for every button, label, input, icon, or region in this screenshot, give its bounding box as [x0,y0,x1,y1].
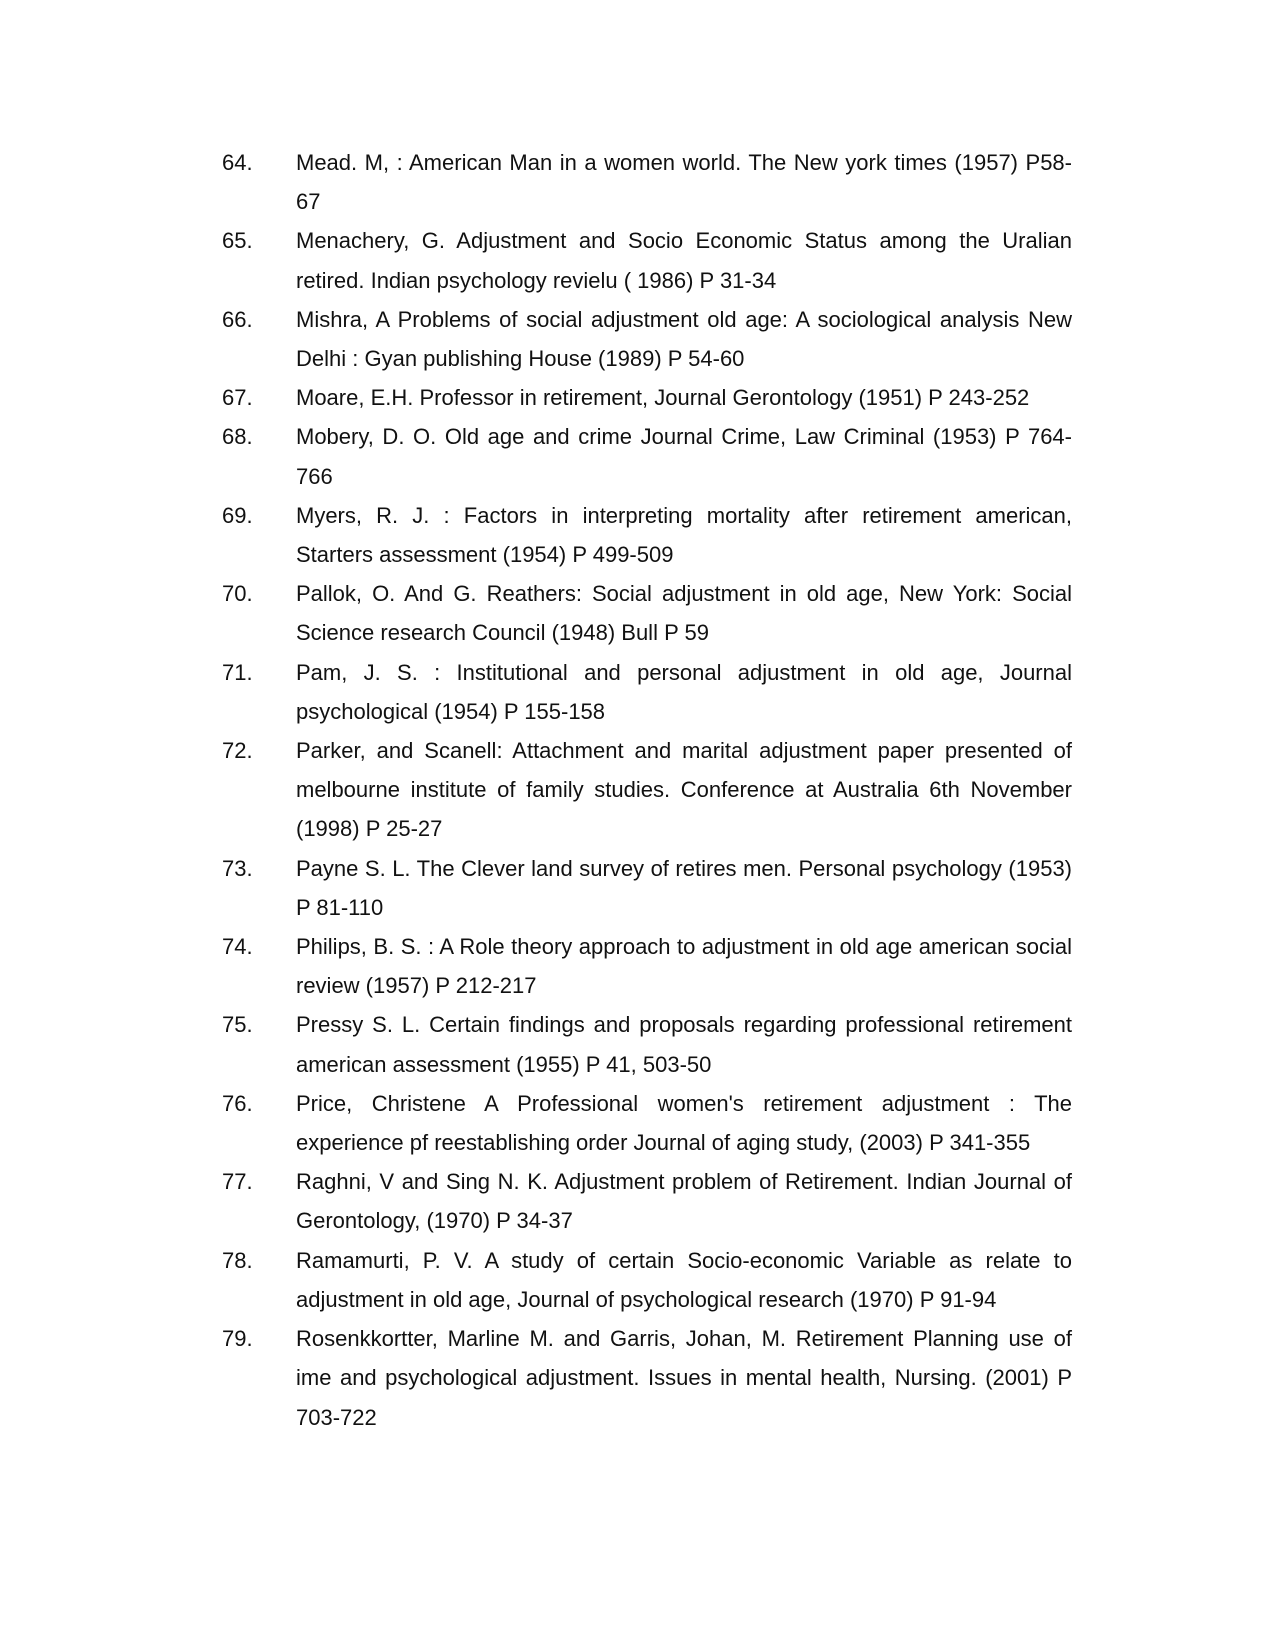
reference-number: 70. [222,581,253,607]
reference-list [222,143,1072,1437]
reference-text: Mishra, A Problems of social adjustment old age: A sociological analysis New Delhi : Gyan publishing House (1989) P 54-60 [296,306,1072,372]
reference-text: Pallok, O. And G. Reathers: Social adjustment in old age, New York: Social Science research Council (1948) Bull P 59 [296,581,1072,646]
reference-text: Ramamurti, P. V. A study of certain Socio-economic Variable as relate to adjustment in old age, Journal of psychological research (1970) P 91-94 [296,1247,1072,1312]
reference-text: Rosenkkortter, Marline M. and Garris, Johan, M. Retirement Planning use of ime and psychological adjustment. Issues in mental health, Nursing. (2001) P 703-722 [296,1326,1072,1430]
reference-item [222,1084,1072,1162]
reference-item [222,143,1072,221]
reference-item [222,417,1072,495]
reference-item [222,496,1072,574]
reference-number: 74. [222,934,253,960]
reference-number: 76. [222,1090,253,1116]
reference-number: 78. [222,1247,253,1273]
reference-text: Payne S. L. The Clever land survey of retires men. Personal psychology (1953) P 81-110 [296,855,1072,920]
reference-text: Moare, E.H. Professor in retirement, Journal Gerontology (1951) P 243-252 [296,385,1030,411]
reference-item [222,1241,1072,1319]
reference-item [222,927,1072,1005]
reference-item [222,731,1072,849]
reference-item [222,1319,1072,1437]
reference-text: Price, Christene A Professional women's retirement adjustment : The experience pf reestablishing order Journal of aging study, (2003) P 341-355 [296,1090,1072,1156]
reference-text: Mead. M, : American Man in a women world. The New york times (1957) P58-67 [296,150,1072,215]
reference-number: 75. [222,1012,253,1038]
reference-number: 77. [222,1169,253,1195]
reference-number: 69. [222,502,253,528]
reference-text: Philips, B. S. : A Role theory approach to adjustment in old age american social review (1957) P 212-217 [296,934,1072,999]
reference-number: 72. [222,738,253,764]
reference-number: 64. [222,150,253,175]
reference-text: Pam, J. S. : Institutional and personal adjustment in old age, Journal psychological (1954) P 155-158 [296,659,1072,724]
reference-number: 67. [222,385,253,411]
reference-text: Parker, and Scanell: Attachment and marital adjustment paper presented of melbourne institute of family studies. Conference at Australia 6th November (1998) P 25-27 [296,738,1072,842]
reference-item [222,1005,1072,1083]
reference-item [222,221,1072,299]
reference-number: 73. [222,855,253,881]
reference-text: Menachery, G. Adjustment and Socio Economic Status among the Uralian retired. Indian psychology revielu ( 1986) P 31-34 [296,228,1072,293]
reference-text: Raghni, V and Sing N. K. Adjustment problem of Retirement. Indian Journal of Gerontology, (1970) P 34-37 [296,1169,1072,1234]
reference-item [222,300,1072,378]
reference-text: Myers, R. J. : Factors in interpreting mortality after retirement american, Starters assessment (1954) P 499-509 [296,502,1072,568]
reference-text: Pressy S. L. Certain findings and proposals regarding professional retirement american assessment (1955) P 41, 503-50 [296,1012,1072,1077]
reference-item [222,1162,1072,1240]
reference-item [222,574,1072,652]
reference-number: 66. [222,306,253,332]
reference-number: 79. [222,1326,253,1352]
reference-item [222,653,1072,731]
reference-text: Mobery, D. O. Old age and crime Journal Crime, Law Criminal (1953) P 764-766 [296,424,1072,489]
reference-number: 71. [222,659,253,685]
reference-item [222,378,1072,417]
reference-number: 65. [222,228,253,254]
reference-item [222,849,1072,927]
reference-number: 68. [222,424,253,450]
